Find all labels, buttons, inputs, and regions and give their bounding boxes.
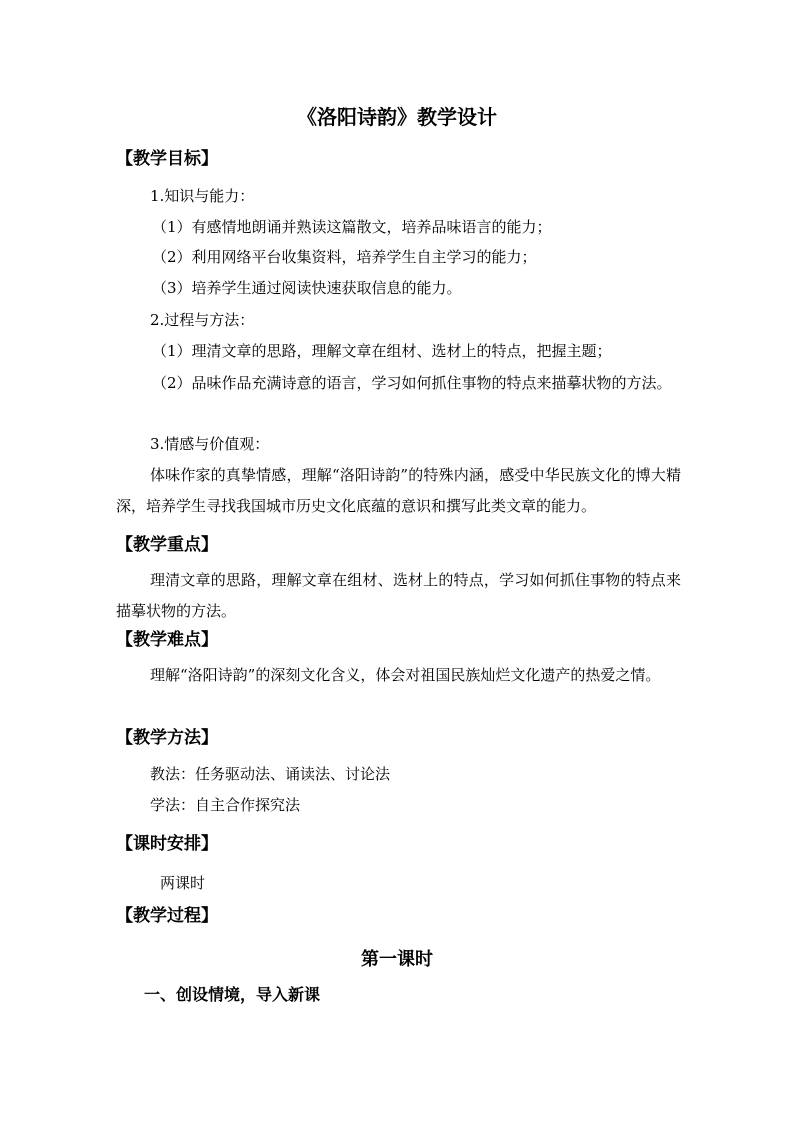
schedule-heading: 【课时安排】 bbox=[116, 834, 218, 854]
step-one-heading: 一、创设情境，导入新课 bbox=[144, 985, 321, 1004]
emotion-value-text: 体味作家的真挚情感，理解“洛阳诗韵”的特殊内涵，感受中华民族文化的博大精深，培养学生寻找我国城市历史文化底蕴的意识和撰写此类文章的能力。 bbox=[116, 466, 681, 515]
key-points-text: 理清文章的思路，理解文章在组材、选材上的特点，学习如何抓住事物的特点来描摹状物的方法。 bbox=[116, 571, 681, 620]
objectives-heading: 【教学目标】 bbox=[116, 149, 218, 169]
lesson-one-title: 第一课时 bbox=[361, 949, 433, 970]
emotion-value-title: 3.情感与价值观： bbox=[150, 435, 270, 453]
difficulties-heading: 【教学难点】 bbox=[116, 630, 218, 650]
teaching-methods: 教法：任务驱动法、诵读法、讨论法 bbox=[150, 765, 391, 783]
process-item-2: （2）品味作品充满诗意的语言，学习如何抓住事物的特点来描摹状物的方法。 bbox=[152, 374, 672, 392]
schedule-text: 两课时 bbox=[160, 874, 206, 892]
document-title: 《洛阳诗韵》教学设计 bbox=[297, 105, 497, 129]
methods-heading: 【教学方法】 bbox=[116, 728, 218, 748]
learning-methods: 学法：自主合作探究法 bbox=[150, 796, 301, 814]
knowledge-item-1: （1）有感情地朗诵并熟读这篇散文，培养品味语言的能力； bbox=[152, 218, 552, 236]
knowledge-ability-title: 1.知识与能力： bbox=[150, 187, 255, 205]
key-points-heading: 【教学重点】 bbox=[116, 535, 218, 555]
knowledge-item-2: （2）利用网络平台收集资料，培养学生自主学习的能力； bbox=[152, 248, 537, 266]
knowledge-item-3: （3）培养学生通过阅读快速获取信息的能力。 bbox=[152, 279, 462, 297]
teaching-process-heading: 【教学过程】 bbox=[116, 906, 218, 926]
difficulties-text: 理解“洛阳诗韵”的深刻文化含义，体会对祖国民族灿烂文化遗产的热爱之情。 bbox=[150, 666, 661, 684]
process-method-title: 2.过程与方法： bbox=[150, 311, 255, 329]
process-item-1: （1）理清文章的思路，理解文章在组材、选材上的特点，把握主题； bbox=[152, 342, 612, 360]
